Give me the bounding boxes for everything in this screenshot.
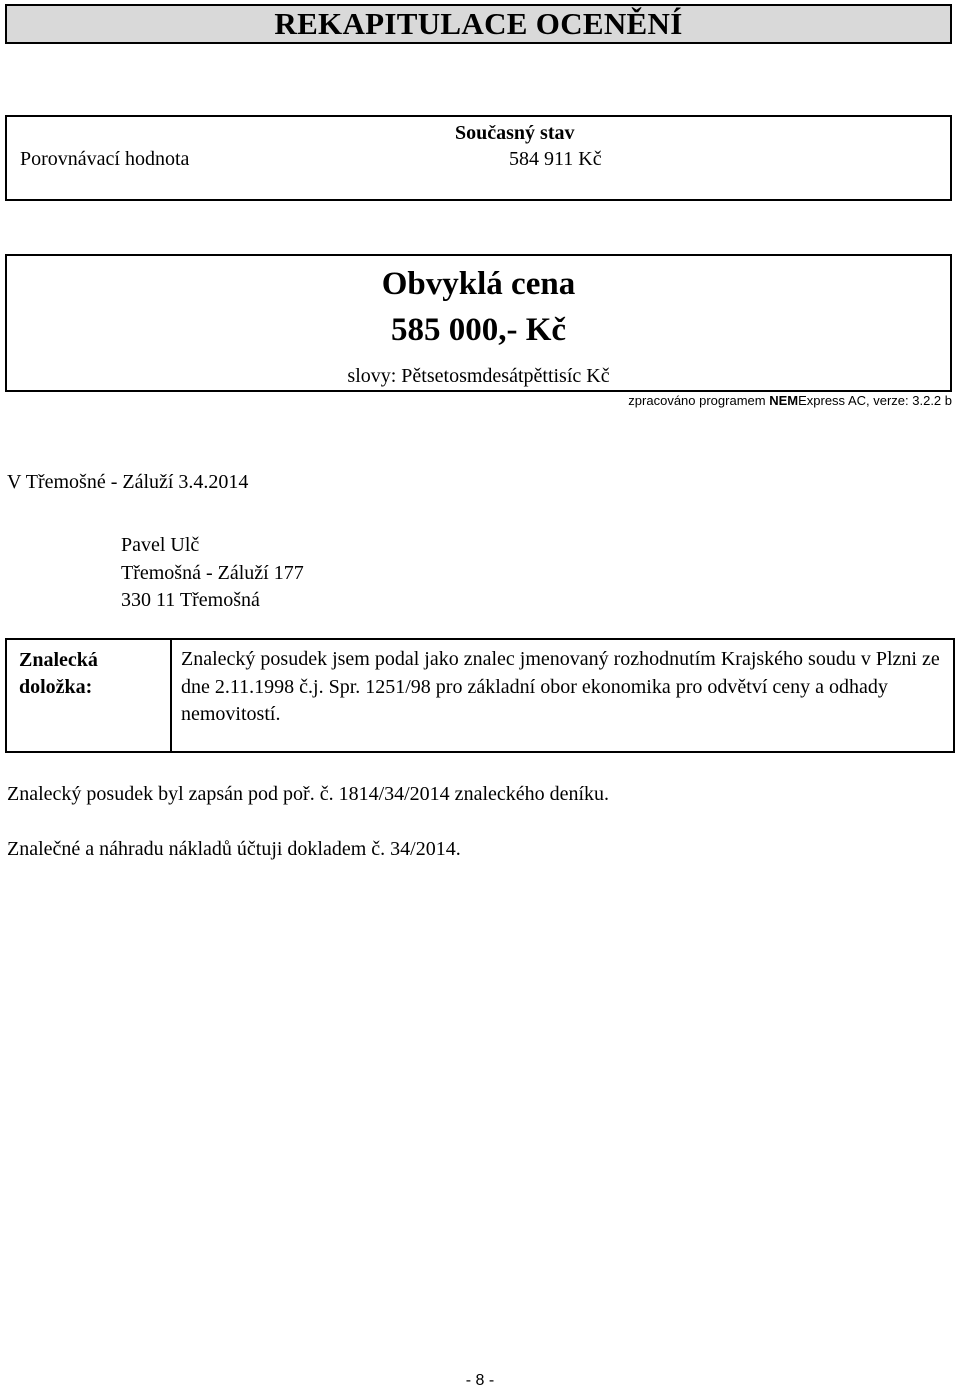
software-note-suffix: Express AC, verze: 3.2.2 b [798, 393, 952, 408]
expert-clause-box [5, 638, 955, 753]
comparison-value-amount: 584 911 Kč [509, 148, 602, 170]
market-price-amount: 585 000,- Kč [390, 312, 567, 348]
record-note: Znalecký posudek byl zapsán pod poř. č. 1814/34/2014 znaleckého deníku. [7, 783, 610, 805]
market-price-heading: Obvyklá cena [381, 266, 576, 302]
market-price-box [5, 254, 952, 392]
software-note [628, 393, 952, 408]
fee-note: Znalečné a náhradu nákladů účtuji dokladem č. 34/2014. [7, 838, 461, 860]
signer-street: Třemošná - Záluží 177 [121, 561, 304, 584]
clause-divider [170, 640, 172, 751]
comparison-value-label: Porovnávací hodnota [20, 148, 190, 170]
software-note-prefix: zpracováno programem [628, 393, 770, 408]
column-header-current-state: Současný stav [455, 122, 575, 144]
title-banner [5, 4, 952, 44]
comparison-table [5, 115, 952, 201]
place-and-date: V Třemošné - Záluží 3.4.2014 [7, 471, 249, 493]
signer-block [121, 532, 304, 615]
signer-city: 330 11 Třemošná [121, 589, 260, 611]
column-header-rule [385, 115, 680, 117]
expert-clause-label-line1: Znalecká [19, 649, 98, 671]
page-title: REKAPITULACE OCENĚNÍ [274, 6, 683, 41]
expert-clause-label [19, 647, 159, 701]
expert-clause-label-line2: doložka: [19, 676, 93, 698]
page-number: - 8 - [465, 1372, 495, 1389]
market-price-in-words: slovy: Pětsetosmdesátpěttisíc Kč [347, 365, 610, 387]
software-brand: NEM [769, 393, 799, 408]
signer-name: Pavel Ulč [121, 534, 200, 556]
expert-clause-text: Znalecký posudek jsem podal jako znalec jmenovaný rozhodnutím Krajského soudu v Plzni ze dne 2.11.1998 č.j. Spr. 1251/98 pro základní obor ekonomika pro odvětví ceny a odhady nemovitostí. [181, 648, 940, 725]
